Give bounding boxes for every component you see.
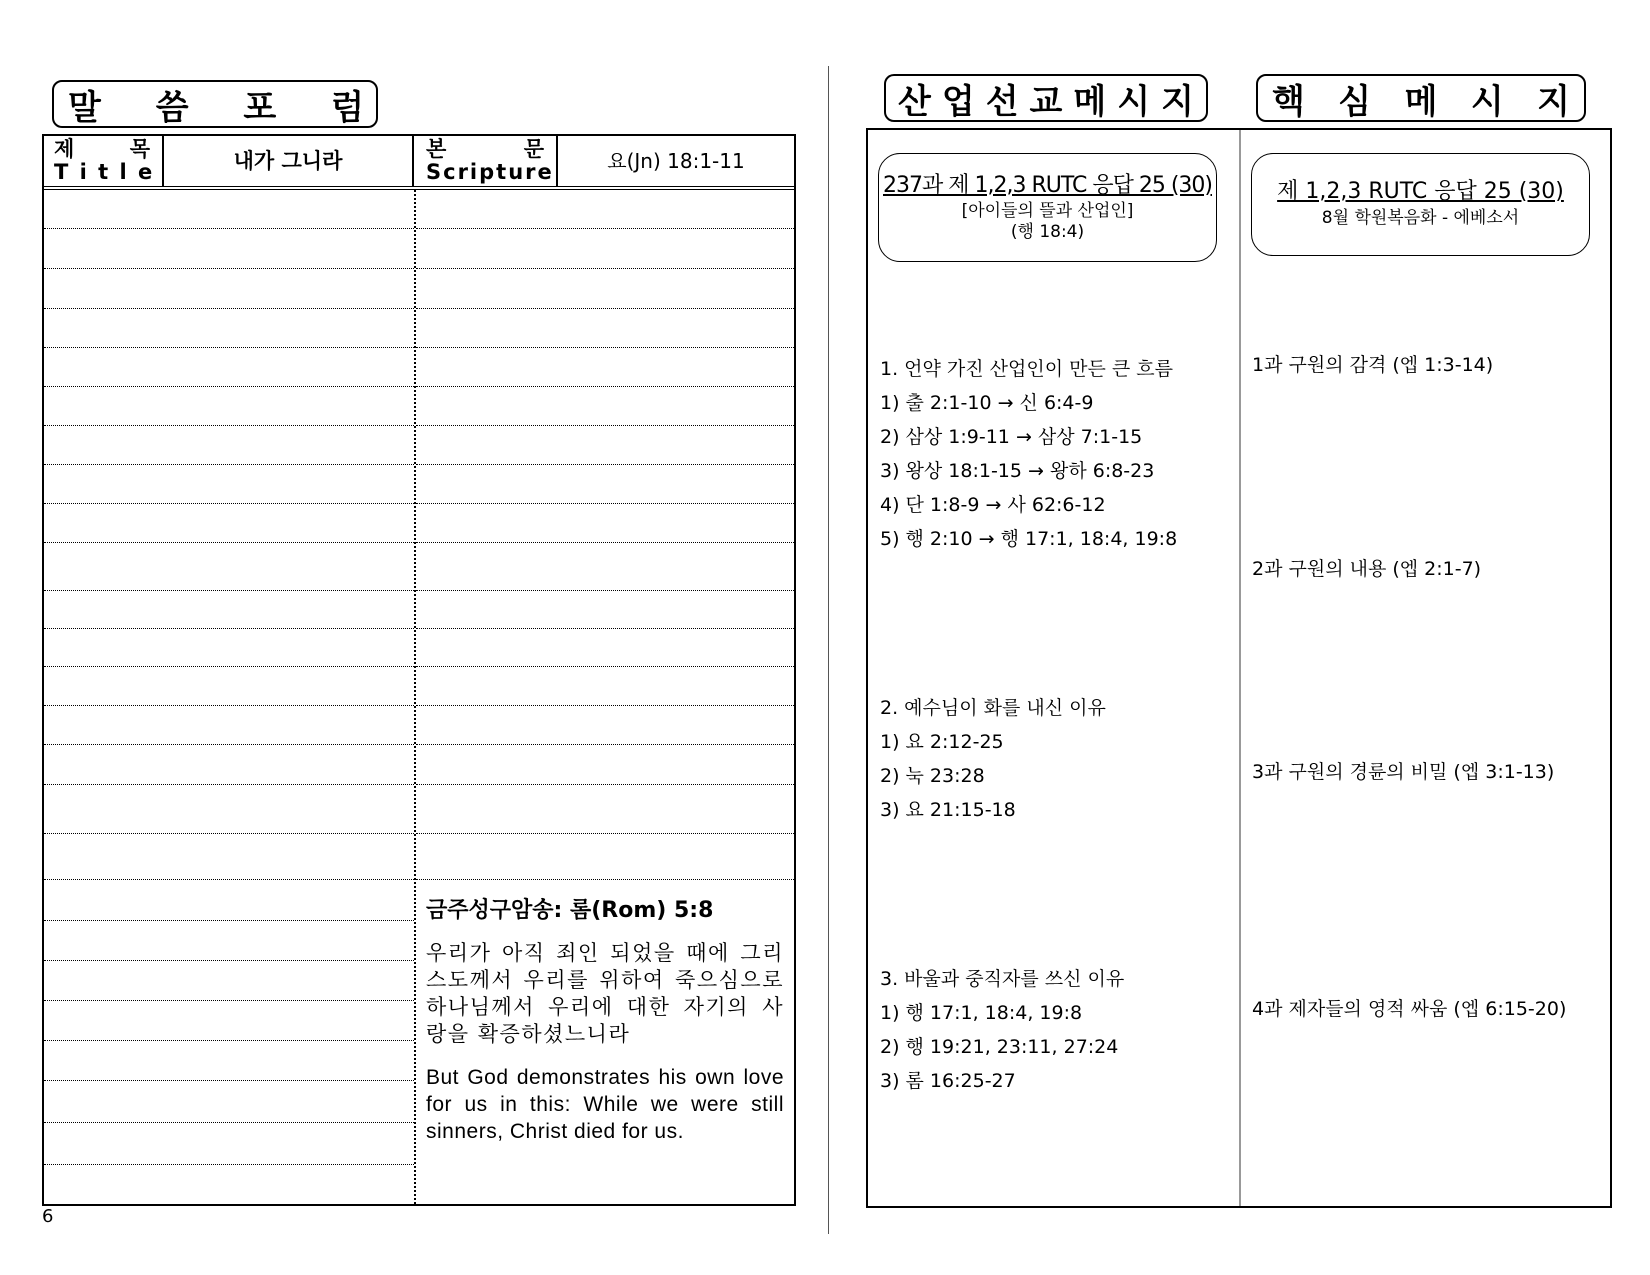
outline-item: 1) 행 17:1, 18:4, 19:8 [880, 1002, 1083, 1024]
outline-heading: 3. 바울과 중직자를 쓰신 이유 [880, 968, 1125, 990]
header-char: 업 [941, 81, 975, 122]
header-char: 포 [243, 87, 277, 128]
header-char: 씀 [155, 87, 189, 128]
outline-item: 2) 눅 23:28 [880, 765, 985, 787]
outline-item: 5) 행 2:10 → 행 17:1, 18:4, 19:8 [880, 528, 1178, 550]
title-label-en: T i t l e [54, 160, 155, 184]
header-char: 시 [1117, 81, 1151, 122]
memory-verse-korean: 우리가 아직 죄인 되었을 때에 그리스도께서 우리를 위하여 죽으심으로 하나님께서 우리에 대한 자기의 사랑을 확증하셨느니라 [426, 941, 784, 1046]
scripture-label-kr: 본 [426, 137, 447, 161]
outline-item: 3) 왕상 18:1-15 → 왕하 6:8-23 [880, 460, 1155, 482]
lesson-box-left-line2: (행 18:4) [1010, 222, 1085, 242]
core-message-header [1256, 74, 1586, 122]
lesson-3: 3과 구원의 경륜의 비밀 (엡 3:1-13) [1252, 761, 1555, 783]
outline-item: 1) 요 2:12-25 [880, 731, 1004, 753]
header-char: 럼 [331, 87, 364, 128]
message-frame-divider [1239, 130, 1241, 1206]
outline-section-2 [880, 691, 1106, 827]
lesson-box-left [878, 153, 1217, 262]
title-value: 내가 그니라 [164, 136, 414, 186]
column-divider [414, 190, 416, 1204]
header-char: 메 [1073, 81, 1107, 122]
header-double-rule [44, 186, 794, 190]
header-char: 심 [1338, 81, 1372, 122]
lesson-4: 4과 제자들의 영적 싸움 (엡 6:15-20) [1252, 998, 1567, 1020]
outline-heading: 2. 예수님이 화를 내신 이유 [880, 697, 1106, 719]
sermon-forum-header [52, 80, 378, 128]
title-label-kr: 목 [129, 137, 150, 161]
lesson-box-left-title: 237과 제 1,2,3 RUTC 응답 25 (30) [883, 173, 1212, 198]
memory-verse [426, 896, 784, 1145]
header-char: 선 [985, 81, 1019, 122]
page-number: 6 [42, 1206, 54, 1227]
lesson-box-right [1251, 153, 1590, 256]
outline-item: 3) 롬 16:25-27 [880, 1070, 1016, 1092]
lesson-box-left-line1: [아이들의 뜰과 산업인] [961, 201, 1134, 221]
outline-section-3 [880, 962, 1124, 1098]
header-char: 산 [898, 81, 931, 122]
outline-heading: 1. 언약 가진 산업인이 만든 큰 흐름 [880, 358, 1173, 380]
lesson-2: 2과 구원의 내용 (엡 2:1-7) [1252, 558, 1482, 580]
header-char: 메 [1404, 81, 1438, 122]
header-char: 시 [1470, 81, 1504, 122]
memory-verse-english: But God demonstrates his own love for us in this: While we were still sinners, Christ died for us. [426, 1066, 784, 1143]
outline-item: 1) 출 2:1-10 → 신 6:4-9 [880, 392, 1094, 414]
title-label-kr: 제 [54, 137, 75, 161]
page-spine [828, 66, 829, 1234]
outline-item: 4) 단 1:8-9 → 사 62:6-12 [880, 494, 1106, 516]
header-char: 말 [68, 87, 101, 128]
header-char: 교 [1029, 81, 1063, 122]
header-char: 핵 [1272, 81, 1305, 122]
lesson-1: 1과 구원의 감격 (엡 1:3-14) [1252, 354, 1494, 376]
outline-item: 2) 행 19:21, 23:11, 27:24 [880, 1036, 1119, 1058]
outline-section-1 [880, 352, 1177, 556]
outline-item: 2) 삼상 1:9-11 → 삼상 7:1-15 [880, 426, 1143, 448]
header-char: 지 [1537, 81, 1570, 122]
scripture-value: 요(Jn) 18:1-11 [607, 149, 745, 173]
scripture-label-kr: 문 [523, 137, 544, 161]
lesson-box-right-title: 제 1,2,3 RUTC 응답 25 (30) [1277, 179, 1564, 204]
industrial-mission-header [884, 74, 1208, 122]
scripture-label-cell [414, 136, 558, 186]
lesson-box-right-line1: 8월 학원복음화 - 에베소서 [1321, 208, 1520, 228]
outline-item: 3) 요 21:15-18 [880, 799, 1016, 821]
title-label-cell [44, 136, 164, 186]
scripture-label-en: Scripture [426, 160, 554, 184]
header-char: 지 [1161, 81, 1194, 122]
memory-verse-heading: 금주성구암송: 롬(Rom) 5:8 [426, 898, 714, 923]
